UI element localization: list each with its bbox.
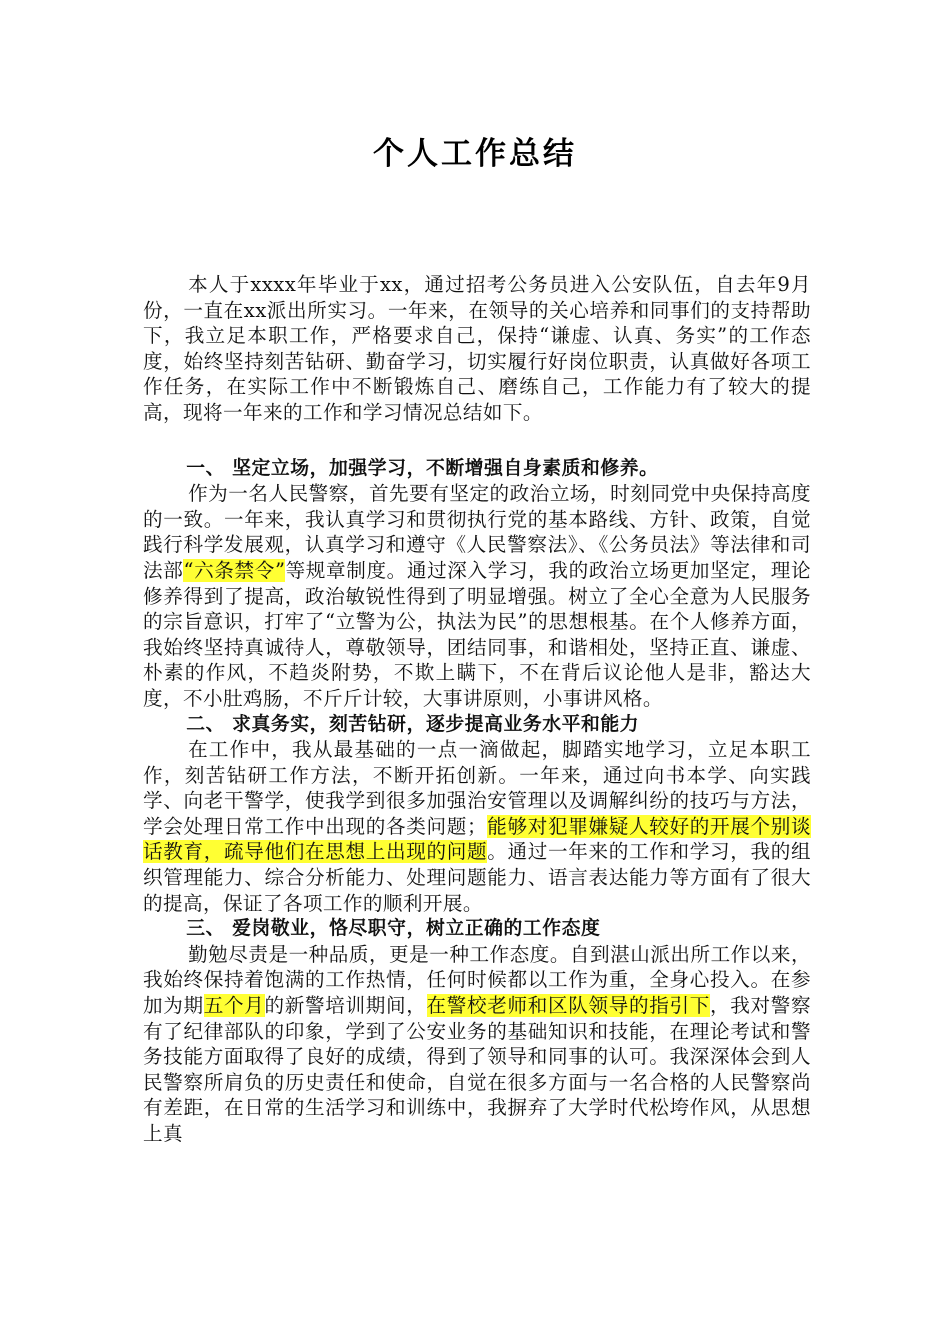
paragraph-gap — [143, 426, 811, 456]
section-1-highlight: “六条禁令” — [183, 558, 286, 582]
section-1-text-before: 作为一名人民警察，首先要有坚定的政治立场，时刻同党中央保持高度的一致。一年来，我认真学习和贯彻执行党的基本路线、方针、政策，自觉践行科学发展观，认真学习和遵守《人民警察法》、《公务员法》等法律和司法部 — [143, 482, 811, 582]
section-1-paragraph — [143, 481, 811, 711]
section-2-paragraph — [143, 737, 811, 916]
intro-paragraph: 本人于xxxx年毕业于xx，通过招考公务员进入公安队伍，自去年9月份，一直在xx派出所实习。一年来，在领导的关心培养和同事们的支持帮助下，我立足本职工作，严格要求自己，保持“谦虚、认真、务实”的工作态度，始终坚持刻苦钻研、勤奋学习，切实履行好岗位职责，认真做好各项工作任务，在实际工作中不断锻炼自己、磨练自己，工作能力有了较大的提高，现将一年来的工作和学习情况总结如下。 — [143, 273, 811, 424]
section-3-paragraph — [143, 942, 811, 1147]
section-3-heading: 三、 爱岗敬业，恪尽职守，树立正确的工作态度 — [186, 918, 601, 940]
section-1-heading: 一、 坚定立场，加强学习，不断增强自身素质和修养。 — [186, 457, 659, 479]
section-3-text-2: 的新警培训期间， — [264, 994, 427, 1018]
section-2-text-after: 。通过一年来的工作和学习，我的组织管理能力、综合分析能力、处理问题能力、语言表达能力等方面有了很大的提高，保证了各项工作的顺利开展。 — [143, 840, 811, 915]
section-2-highlight: 能够对犯罪嫌疑人较好的开展个别谈话教育，疏导他们在思想上出现的问题 — [143, 814, 811, 864]
section-3-text-3: ，我对警察有了纪律部队的印象，学到了公安业务的基础知识和技能，在理论考试和警务技能方面取得了良好的成绩，得到了领导和同事的认可。我深深体会到人民警察所肩负的历史责任和使命，自觉在很多方面与一名合格的人民警察尚有差距，在日常的生活学习和训练中，我摒弃了大学时代松垮作风，从思想上真 — [143, 994, 811, 1145]
document-title: 个人工作总结 — [373, 136, 577, 172]
document-body — [143, 272, 811, 1147]
section-2-text-before: 在工作中，我从最基础的一点一滴做起，脚踏实地学习，立足本职工作，刻苦钻研工作方法，不断开拓创新。一年来，通过向书本学、向实践学、向老干警学，使我学到很多加强治安管理以及调解纠纷的技巧与方法，学会处理日常工作中出现的各类问题； — [143, 738, 811, 838]
section-3-highlight-1: 五个月 — [203, 994, 265, 1018]
section-1-text-after: 等规章制度。通过深入学习，我的政治立场更加坚定，理论修养得到了提高，政治敏锐性得到了明显增强。树立了全心全意为人民服务的宗旨意识，打牢了“立警为公，执法为民”的思想根基。在个人修养方面，我始终坚持真诚待人，尊敬领导，团结同事，和谐相处，坚持正直、谦虚、朴素的作风，不趋炎附势，不欺上瞒下，不在背后议论他人是非，豁达大度，不小肚鸡肠，不斤斤计较，大事讲原则，小事讲风格。 — [143, 558, 811, 710]
section-2-heading: 二、 求真务实，刻苦钻研，逐步提高业务水平和能力 — [186, 713, 640, 735]
section-3-text-1: 勤勉尽责是一种品质，更是一种工作态度。自到湛山派出所工作以来，我始终保持着饱满的工作热情，任何时候都以工作为重，全身心投入。在参加为期 — [143, 942, 811, 1018]
section-3-highlight-2: 在警校老师和区队领导的指引下 — [426, 994, 710, 1018]
